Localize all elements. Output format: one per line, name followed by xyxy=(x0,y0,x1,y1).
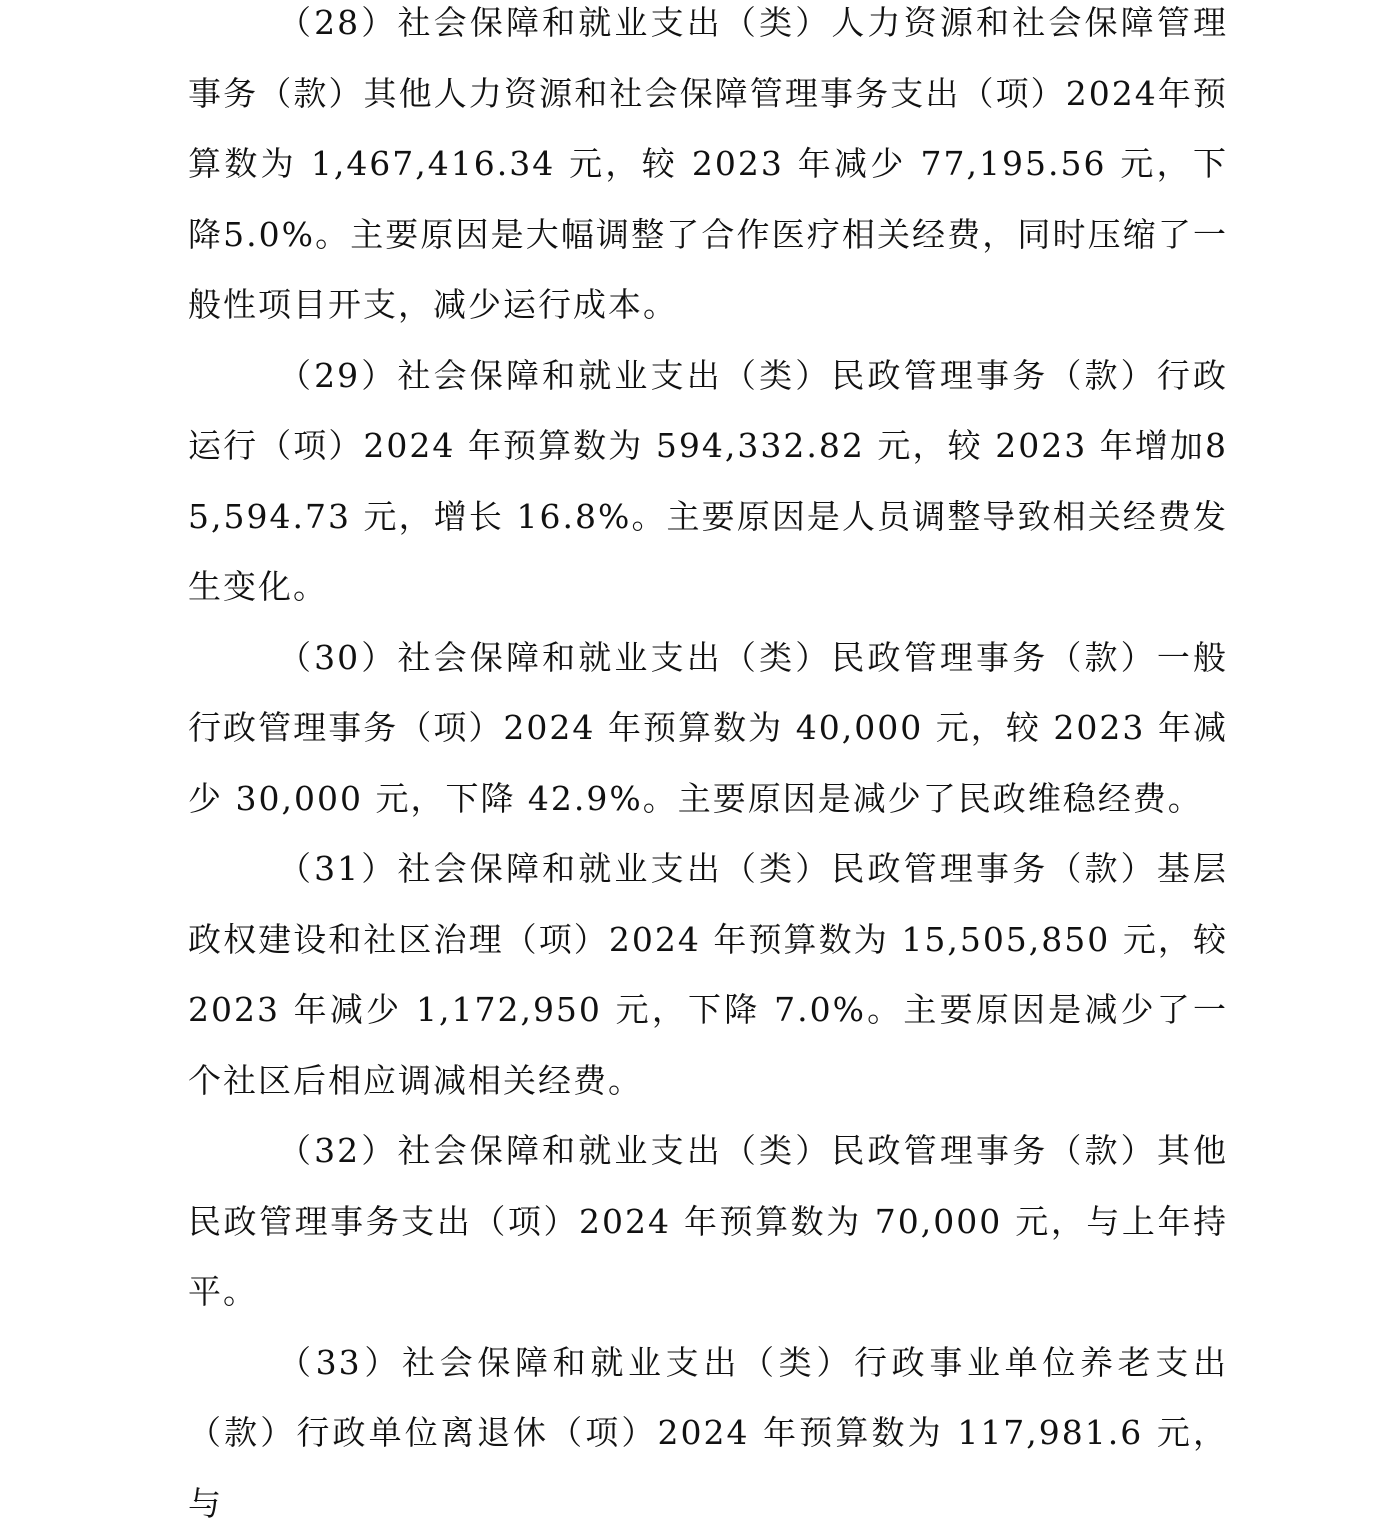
paragraph-item-33: （33）社会保障和就业支出（类）行政事业单位养老支出（款）行政单位离退休（项）2024 年预算数为 117,981.6 元，与 xyxy=(188,1328,1228,1539)
paragraph-item-32: （32）社会保障和就业支出（类）民政管理事务（款）其他民政管理事务支出（项）2024 年预算数为 70,000 元，与上年持平。 xyxy=(188,1116,1228,1328)
paragraph-item-28: （28）社会保障和就业支出（类）人力资源和社会保障管理事务（款）其他人力资源和社会保障管理事务支出（项）2024年预算数为 1,467,416.34 元，较 2023 年减少 77,195.56 元，下降5.0%。主要原因是大幅调整了合作医疗相关经费，同时压缩了一般性项目开支，减少运行成本。 xyxy=(188,0,1228,341)
document-body xyxy=(188,0,1228,1539)
paragraph-item-29: （29）社会保障和就业支出（类）民政管理事务（款）行政运行（项）2024 年预算数为 594,332.82 元，较 2023 年增加85,594.73 元，增长 16.8%。主要原因是人员调整导致相关经费发生变化。 xyxy=(188,341,1228,623)
paragraph-item-31: （31）社会保障和就业支出（类）民政管理事务（款）基层政权建设和社区治理（项）2024 年预算数为 15,505,850 元，较2023 年减少 1,172,950 元，下降 7.0%。主要原因是减少了一个社区后相应调减相关经费。 xyxy=(188,834,1228,1116)
paragraph-item-30: （30）社会保障和就业支出（类）民政管理事务（款）一般行政管理事务（项）2024 年预算数为 40,000 元，较 2023 年减少 30,000 元，下降 42.9%。主要原因是减少了民政维稳经费。 xyxy=(188,623,1228,835)
